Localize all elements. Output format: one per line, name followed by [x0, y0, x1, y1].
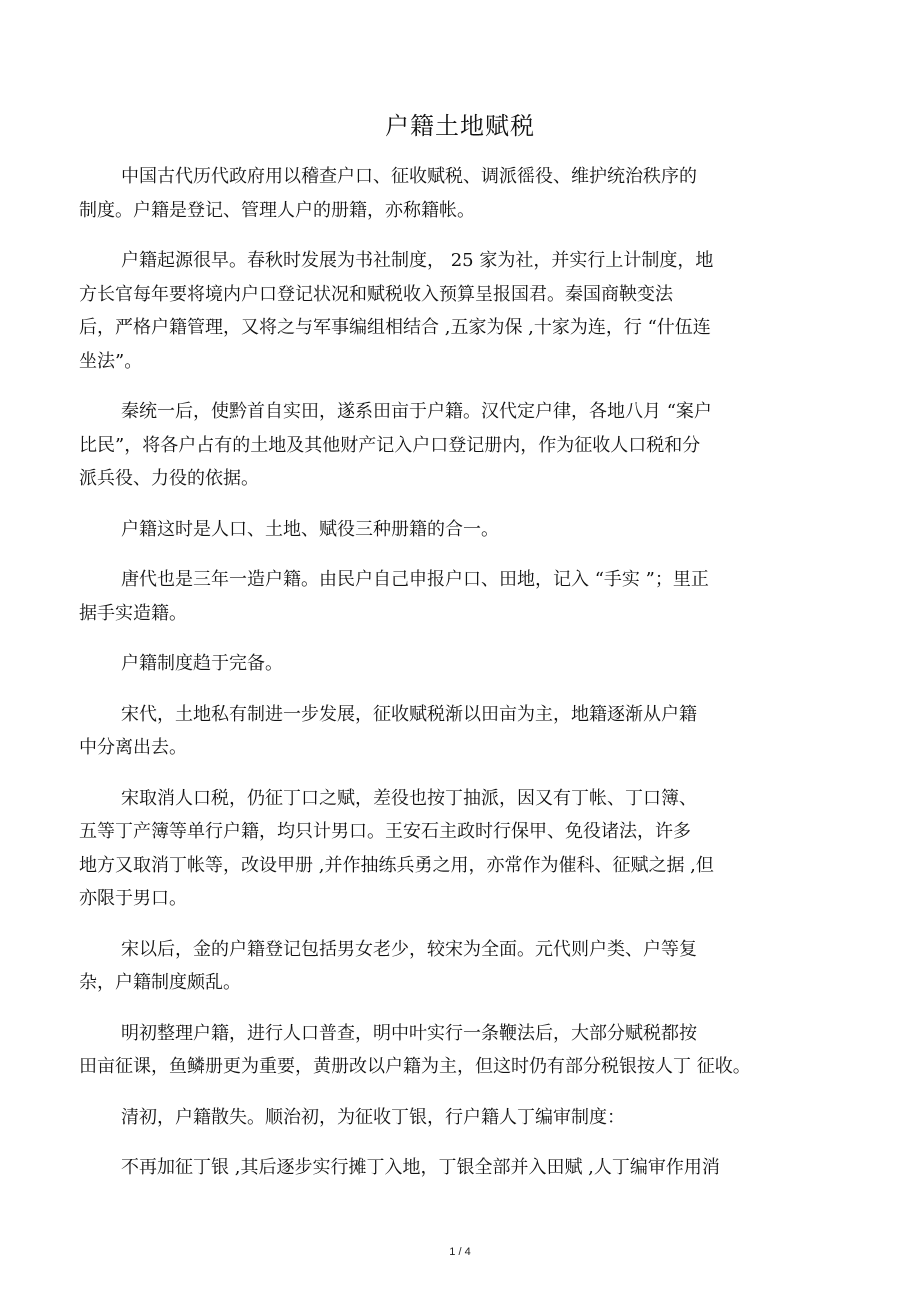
text-line: 明初整理户籍，进行人口普查，明中叶实行一条鞭法后，大部分赋税都按 [121, 1022, 697, 1044]
text-line: 中国古代历代政府用以稽查户口、征收赋税、调派徭役、维护统治秩序的 [121, 166, 697, 187]
text-line: 清初，户籍散失。顺治初，为征收丁银，行户籍人丁编审制度： [121, 1106, 625, 1128]
paragraph [79, 782, 799, 916]
paragraph [79, 1101, 799, 1135]
paragraph [79, 395, 799, 496]
text-line: 据手实造籍。 [79, 602, 187, 624]
document-title: 户籍土地赋税 [385, 112, 535, 140]
text-line: 方长官每年要将境内户口登记状况和赋税收入预算呈报国君。秦国商鞅变法 [79, 283, 673, 305]
text-line: 秦统一后，使黔首自实田，遂系田亩于户籍。汉代定户律，各地八月 “案户 [121, 401, 712, 422]
text-line: 户籍起源很早。春秋时发展为书社制度， 25 家为社，并实行上计制度，地 [121, 250, 714, 271]
text-line: 制度。户籍是登记、管理人户的册籍，亦称籍帐。 [79, 199, 475, 221]
text-line: 坐法”。 [79, 350, 143, 372]
text-line: 中分离出去。 [79, 737, 187, 758]
page-number: 1 / 4 [449, 1246, 471, 1258]
paragraph [79, 563, 799, 630]
text-line: 派兵役、力役的依据。 [79, 468, 259, 489]
paragraph [79, 160, 799, 227]
text-line: 杂，户籍制度颇乱。 [79, 972, 241, 993]
text-line: 户籍制度趋于完备。 [121, 653, 283, 674]
document-body [79, 160, 799, 1202]
text-line: 五等丁产簿等单行户籍，均只计男口。王安石主政时行保甲、免役诸法，许多 [79, 821, 691, 842]
paragraph [79, 698, 799, 765]
text-line: 宋取消人口税，仍征丁口之赋，差役也按丁抽派，因又有丁帐、丁口簿、 [121, 787, 697, 809]
paragraph [79, 244, 799, 378]
text-line: 户籍这时是人口、土地、赋役三种册籍的合一。 [121, 518, 499, 540]
text-line: 宋以后，金的户籍登记包括男女老少，较宋为全面。元代则户类、户等复 [121, 938, 697, 960]
paragraph [79, 933, 799, 1000]
paragraph [79, 1151, 799, 1185]
text-line: 比民”，将各户占有的土地及其他财产记入户口登记册内，作为征收人口税和分 [79, 434, 701, 456]
text-line: 地方又取消丁帐等，改设甲册 ,并作抽练兵勇之用，亦常作为催科、征赋之据 ,但 [79, 854, 714, 876]
paragraph [79, 513, 799, 547]
text-line: 田亩征课，鱼鳞册更为重要，黄册改以户籍为主，但这时仍有部分税银按人丁 征收。 [79, 1056, 751, 1077]
text-line: 不再加征丁银 ,其后逐步实行摊丁入地，丁银全部并入田赋 ,人丁编审作用消 [121, 1157, 720, 1178]
text-line: 后，严格户籍管理，又将之与军事编组相结合 ,五家为保 ,十家为连，行 “什伍连 [79, 317, 711, 338]
paragraph [79, 647, 799, 681]
text-line: 唐代也是三年一造户籍。由民户自己申报户口、田地，记入 “手实 ”；里正 [121, 569, 709, 590]
paragraph [79, 1017, 799, 1084]
text-line: 宋代，土地私有制进一步发展，征收赋税渐以田亩为主，地籍逐渐从户籍 [121, 703, 697, 725]
text-line: 亦限于男口。 [79, 888, 187, 909]
